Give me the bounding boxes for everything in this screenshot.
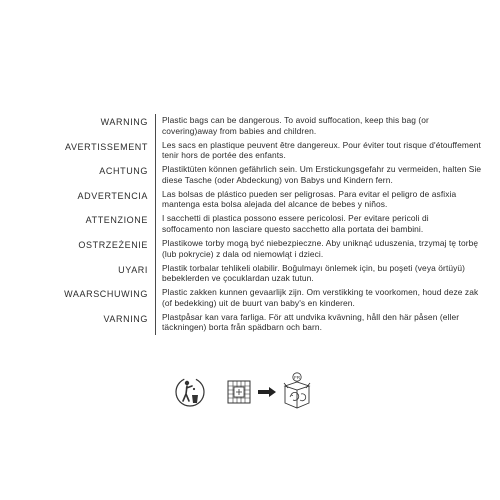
language-label: OSTRZEŻENIE [0, 237, 156, 262]
warning-text: Les sacs en plastique peuvent être dangereux. Pour éviter tout risque d'étouffement tenir hors de portée des enfants. [162, 139, 481, 161]
bin-badge: FR [293, 375, 301, 380]
recycling-icons [175, 372, 312, 412]
language-label: UYARI [0, 262, 156, 287]
warning-text: Plastikowe torby mogą być niebezpieczne. Aby uniknąć uduszenia, trzymaj tę torbę (lub pokrycie) z dala od niemowląt i dzieci. [162, 237, 479, 259]
warning-row-fr [0, 139, 500, 164]
language-label: ACHTUNG [0, 163, 156, 188]
warnings-table [0, 114, 500, 335]
warning-row-en [0, 114, 500, 139]
warning-text: Las bolsas de plástico pueden ser peligrosas. Para evitar el peligro de asfixia mantenga esta bolsa alejada del alcance de bebes y niños. [162, 188, 457, 210]
recycling-bin-icon [282, 372, 312, 412]
warning-row-de [0, 163, 500, 188]
warning-row-sv [0, 311, 500, 336]
warning-text: Plastic bags can be dangerous. To avoid suffocation, keep this bag (or covering)away from babies and children. [162, 115, 429, 136]
language-label: WAARSCHUWING [0, 286, 156, 311]
warning-text: I sacchetti di plastica possono essere pericolosi. Per evitare pericoli di soffocamento non lasciare questo sacchetto alla portata dei bambini. [162, 213, 429, 234]
warning-text: Plastic zakken kunnen gevaarlijk zijn. Om verstikking te voorkomen, houd deze zak (of bedekking) uit de buurt van baby's en kinderen. [162, 287, 479, 308]
language-label: ADVERTENCIA [0, 188, 156, 213]
language-label: WARNING [0, 114, 156, 139]
language-label: ATTENZIONE [0, 212, 156, 237]
warning-row-es [0, 188, 500, 213]
language-label: AVERTISSEMENT [0, 139, 156, 164]
warning-row-nl [0, 286, 500, 311]
warning-text: Plastiktüten können gefährlich sein. Um Erstickungsgefahr zu vermeiden, halten Sie diese Tasche (oder Abdeckung) von Babys und Kindern fern. [162, 164, 482, 185]
arrow-right-icon [258, 387, 276, 397]
warning-row-tr [0, 262, 500, 287]
warning-text: Plastik torbalar tehlikeli olabilir. Boğulmayı önlemek için, bu poşeti (veya örtüyü) bebeklerden ve çocuklardan uzak tutun. [162, 262, 466, 284]
language-label: VARNING [0, 311, 156, 336]
recyclable-grid-icon [227, 380, 251, 404]
warning-row-pl [0, 237, 500, 262]
tidyman-recycle-icon [175, 375, 205, 409]
warning-row-it [0, 212, 500, 237]
warning-text: Plastpåsar kan vara farliga. För att undvika kvävning, håll den här påsen (eller täckningen) borta från spädbarn och barn. [162, 311, 460, 333]
